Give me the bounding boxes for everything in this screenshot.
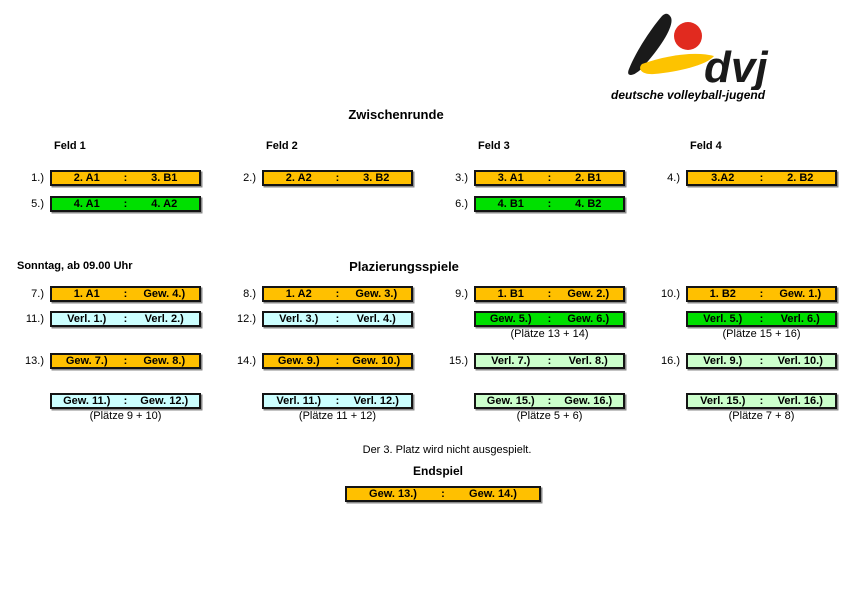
away-team: 2. B2	[787, 172, 814, 184]
away-team: Gew. 8.)	[143, 355, 186, 367]
placement-caption: (Plätze 13 + 14)	[510, 328, 589, 340]
away-team: Gew. 3.)	[355, 288, 398, 300]
field-header-3: Feld 3	[478, 140, 510, 152]
placement-caption: (Plätze 9 + 10)	[89, 410, 162, 422]
colon-separator: :	[547, 355, 552, 367]
home-team: Verl. 3.)	[279, 313, 319, 325]
home-team: 1. B1	[497, 288, 524, 300]
colon-separator: :	[759, 313, 764, 325]
home-team: Verl. 9.)	[703, 355, 743, 367]
match-box	[262, 393, 413, 409]
away-team: Gew. 1.)	[779, 288, 822, 300]
away-team: 2. B1	[575, 172, 602, 184]
away-team: Verl. 8.)	[568, 355, 608, 367]
match-box	[50, 353, 201, 369]
plazierungsspiele-title: Plazierungsspiele	[349, 259, 459, 274]
match-box	[50, 196, 201, 212]
match-number-label: 13.)	[25, 355, 44, 367]
match-box	[50, 170, 201, 186]
away-team: Gew. 6.)	[567, 313, 610, 325]
away-team: Gew. 16.)	[564, 395, 613, 407]
home-team: Gew. 5.)	[489, 313, 532, 325]
colon-separator: :	[335, 288, 340, 300]
match-box	[686, 393, 837, 409]
away-team: Verl. 2.)	[144, 313, 184, 325]
final-colon: :	[441, 488, 445, 500]
field-header-4: Feld 4	[690, 140, 722, 152]
match-number-label: 5.)	[31, 198, 44, 210]
final-away-team: Gew. 14.)	[469, 488, 517, 500]
away-team: 4. B2	[575, 198, 602, 210]
away-team: Gew. 2.)	[567, 288, 610, 300]
endspiel-title: Endspiel	[412, 464, 464, 478]
home-team: 2. A2	[285, 172, 312, 184]
logo-red-ball-icon	[674, 22, 702, 50]
match-number-label: 12.)	[237, 313, 256, 325]
home-team: Verl. 1.)	[67, 313, 107, 325]
match-box	[686, 286, 837, 302]
match-number-label: 10.)	[661, 288, 680, 300]
away-team: Gew. 4.)	[143, 288, 186, 300]
home-team: 4. B1	[497, 198, 524, 210]
match-box	[474, 170, 625, 186]
away-team: Gew. 12.)	[140, 395, 189, 407]
colon-separator: :	[759, 288, 764, 300]
colon-separator: :	[123, 198, 128, 210]
field-header-2: Feld 2	[266, 140, 298, 152]
home-team: 2. A1	[73, 172, 100, 184]
match-number-label: 3.)	[455, 172, 468, 184]
match-number-label: 14.)	[237, 355, 256, 367]
match-box	[50, 286, 201, 302]
dvj-logo-graphic	[612, 12, 782, 90]
match-number-label: 4.)	[667, 172, 680, 184]
match-number-label: 6.)	[455, 198, 468, 210]
match-box	[50, 311, 201, 327]
home-team: Gew. 9.)	[277, 355, 320, 367]
colon-separator: :	[123, 395, 128, 407]
home-team: Gew. 7.)	[65, 355, 108, 367]
away-team: 3. B2	[363, 172, 390, 184]
match-box	[474, 196, 625, 212]
home-team: 1. A1	[73, 288, 100, 300]
final-home-team: Gew. 13.)	[369, 488, 417, 500]
colon-separator: :	[123, 355, 128, 367]
colon-separator: :	[335, 355, 340, 367]
match-number-label: 15.)	[449, 355, 468, 367]
colon-separator: :	[547, 313, 552, 325]
match-box	[262, 286, 413, 302]
match-box	[474, 393, 625, 409]
home-team: 3.A2	[711, 172, 735, 184]
colon-separator: :	[335, 172, 340, 184]
home-team: Gew. 11.)	[63, 395, 111, 407]
zwischenrunde-title: Zwischenrunde	[348, 107, 444, 122]
sonntag-label: Sonntag, ab 09.00 Uhr	[17, 260, 133, 272]
away-team: Verl. 12.)	[353, 395, 399, 407]
brand-subtitle: deutsche volleyball-jugend	[611, 88, 766, 102]
match-box	[262, 353, 413, 369]
away-team: 4. A2	[151, 198, 178, 210]
match-number-label: 2.)	[243, 172, 256, 184]
match-number-label: 9.)	[455, 288, 468, 300]
placement-caption: (Plätze 7 + 8)	[728, 410, 795, 422]
match-box	[474, 311, 625, 327]
colon-separator: :	[123, 313, 128, 325]
brand-text: dvj	[704, 43, 768, 90]
colon-separator: :	[759, 355, 764, 367]
colon-separator: :	[335, 313, 340, 325]
away-team: 3. B1	[151, 172, 178, 184]
match-box	[686, 170, 837, 186]
home-team: 1. B2	[709, 288, 736, 300]
match-number-label: 8.)	[243, 288, 256, 300]
away-team: Gew. 10.)	[352, 355, 401, 367]
match-box	[474, 353, 625, 369]
match-box	[686, 353, 837, 369]
final-match-box	[345, 486, 541, 502]
colon-separator: :	[759, 172, 764, 184]
away-team: Verl. 4.)	[356, 313, 396, 325]
colon-separator: :	[547, 395, 552, 407]
away-team: Verl. 10.)	[777, 355, 823, 367]
home-team: 4. A1	[73, 198, 100, 210]
placement-caption: (Plätze 5 + 6)	[516, 410, 583, 422]
home-team: Verl. 5.)	[703, 313, 743, 325]
placement-caption: (Plätze 11 + 12)	[298, 410, 377, 422]
away-team: Verl. 16.)	[777, 395, 823, 407]
home-team: Verl. 7.)	[491, 355, 531, 367]
match-number-label: 11.)	[25, 313, 44, 325]
colon-separator: :	[547, 172, 552, 184]
home-team: Gew. 15.)	[486, 395, 535, 407]
colon-separator: :	[547, 198, 552, 210]
match-number-label: 1.)	[31, 172, 44, 184]
match-box	[686, 311, 837, 327]
colon-separator: :	[759, 395, 764, 407]
match-number-label: 7.)	[31, 288, 44, 300]
field-header-1: Feld 1	[54, 140, 86, 152]
placement-caption: (Plätze 15 + 16)	[722, 328, 801, 340]
home-team: Verl. 15.)	[700, 395, 746, 407]
match-number-label: 16.)	[661, 355, 680, 367]
colon-separator: :	[335, 395, 340, 407]
away-team: Verl. 6.)	[780, 313, 820, 325]
match-box	[50, 393, 201, 409]
home-team: 3. A1	[497, 172, 524, 184]
third-place-note: Der 3. Platz wird nicht ausgespielt.	[362, 444, 532, 456]
home-team: Verl. 11.)	[276, 395, 322, 407]
match-box	[262, 311, 413, 327]
colon-separator: :	[547, 288, 552, 300]
home-team: 1. A2	[285, 288, 312, 300]
match-box	[474, 286, 625, 302]
match-box	[262, 170, 413, 186]
colon-separator: :	[123, 172, 128, 184]
colon-separator: :	[123, 288, 128, 300]
